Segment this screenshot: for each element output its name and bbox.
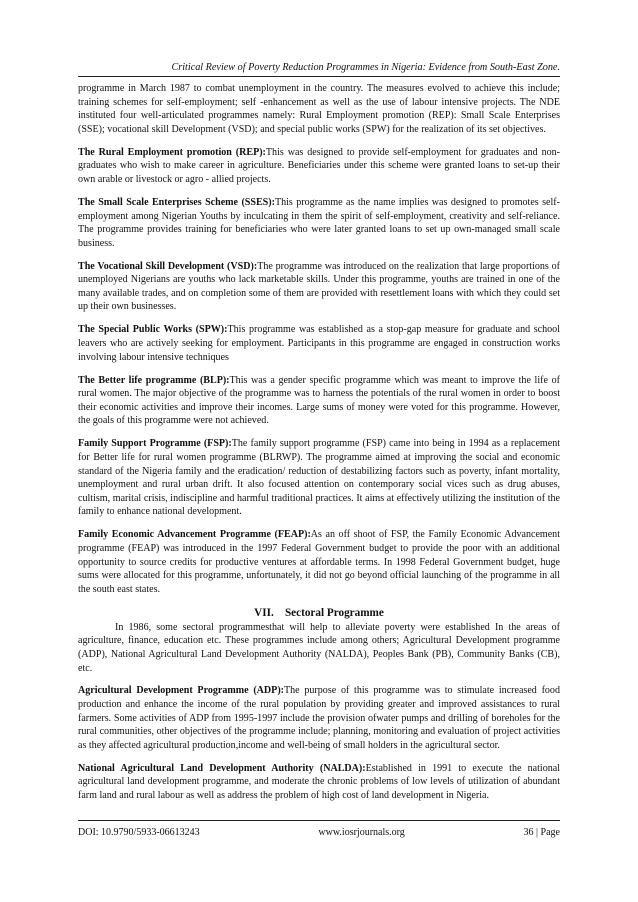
spw-text: This programme was established as a stop-gap measure for graduate and school leavers who are actively seeking for employment. Participants in this programme are engaged in construction works involving labour intensive techniques — [78, 324, 560, 363]
nalda-paragraph — [78, 762, 560, 803]
sses-paragraph — [78, 196, 560, 250]
blp-text: This was a gender specific programme which was meant to improve the life of rural women. The major objective of the programme was to harness the potentials of the rural women in order to boost their economic activities and improve their incomes. Large sums of money were voted for this programme. However, the goals of this programme were not achieved. — [78, 374, 560, 427]
footer-website: www.iosrjournals.org — [318, 827, 405, 838]
vsd-paragraph — [78, 260, 560, 314]
spw-paragraph — [78, 323, 560, 364]
page-body — [78, 82, 560, 812]
footer-divider — [78, 820, 560, 821]
feap-title: Family Economic Advancement Programme (FEAP): — [78, 529, 311, 541]
vsd-text: The programme was introduced on the realization that large proportions of unemployed Nigerians are youths who lack marketable skills. Under this programme, youths are trained in one of the many available trades, and on completion some of them are provided with resettlement loans with which they could set up their own businesses. — [78, 260, 560, 313]
rep-text: This was designed to provide self-employment for graduates and non-graduates who wish to make career in agriculture. Beneficiaries under this scheme were granted loans to set-up their own arable or livestock or agro - allied projects. — [78, 146, 560, 185]
footer-doi: DOI: 10.9790/5933-06613243 — [78, 827, 200, 838]
adp-text: The purpose of this programme was to stimulate increased food production and enhance the income of the rural population by providing greater and improved assistances to rural farmers. Some activities of ADP from 1995-1997 include the provision ofwater pumps and drilling of boreholes for the rural communities, other objectives of the programme include; planning, monitoring and evaluation of project activities as they affected agricultural production,income and well-being of small holders in the agricultural sector. — [78, 685, 560, 751]
sses-title: The Small Scale Enterprises Scheme (SSES): — [78, 196, 275, 208]
fsp-title: Family Support Programme (FSP): — [78, 438, 232, 450]
nalda-text: Established in 1991 to execute the national agricultural land development programme, and moderate the chronic problems of low levels of utilization of abundant farm land and rural labour as well as address the problem of high cost of land development in Nigeria. — [78, 762, 560, 802]
adp-paragraph — [78, 684, 560, 752]
section-heading — [78, 606, 560, 620]
rep-title: The Rural Employment promotion (REP): — [78, 146, 266, 158]
section-number: VII. — [254, 606, 274, 619]
page-footer — [78, 826, 560, 839]
blp-paragraph — [78, 374, 560, 428]
vsd-title: The Vocational Skill Development (VSD): — [78, 260, 258, 272]
nalda-title: National Agricultural Land Development Authority (NALDA): — [78, 762, 366, 774]
feap-text: As an off shoot of FSP, the Family Economic Advancement programme (FEAP) was introduced in the 1997 Federal Government budget to provide the poor with an additional opportunity to source credits for productive ventures at affordable terms. In 1998 Federal Government budget, huge sums were allocated for this programme, unfortunately, it did not go beyond official launching of the programme in all the south east states. — [78, 529, 560, 595]
rep-paragraph — [78, 146, 560, 187]
fsp-text: The family support programme (FSP) came into being in 1994 as a replacement for Better life for rural women programme (BLRWP). The programme aimed at improving the social and economic standard of the Nigeria family and the eradication/ reduction of destabilizing factors such as poverty, infant mortality, unemployment and rural urban drift. It also focused attention on contemporary social vices such as drug abuses, cultism, marital crisis, indiscipline and harmful traditional practices. It aims at effectively utilizing the institution of the family to enhance national development. — [78, 438, 561, 518]
fsp-paragraph — [78, 437, 560, 519]
footer-page-number: 36 | Page — [523, 827, 560, 838]
sses-text: This programme as the name implies was designed to promotes self-employment among Nigerian Youths by inculcating in them the spirit of self-employment, creativity and self-reliance. The programme provides training for beneficiaries who were later granted loans to set up own-managed small scale business. — [78, 196, 560, 249]
spw-title: The Special Public Works (SPW): — [78, 324, 228, 336]
header-divider — [78, 76, 560, 77]
running-header: Critical Review of Poverty Reduction Programmes in Nigeria: Evidence from South-East Zone. — [171, 62, 560, 73]
adp-title: Agricultural Development Programme (ADP): — [78, 685, 285, 697]
blp-title: The Better life programme (BLP): — [78, 374, 230, 386]
feap-paragraph — [78, 528, 560, 596]
section-title: Sectoral Programme — [284, 606, 384, 619]
intro-paragraph: programme in March 1987 to combat unemployment in the country. The measures evolved to achieve this include; training schemes for self-employment; self -enhancement as well as the use of labour intensive projects. The NDE instituted four well-articulated programmes namely: Rural Employment promotion (REP): Small Scale Enterprises (SSE); vocational skill Development (VSD); and special public works (SPW) for the realization of its set objectives. — [78, 83, 560, 135]
section-paragraph: In 1986, some sectoral programmesthat will help to alleviate poverty were established In the areas of agriculture, finance, education etc. These programmes include among others; Agricultural Development programme (ADP), National Agricultural Land Development Authority (NALDA), Peoples Bank (PB), Community Banks (CB), etc. — [78, 621, 560, 674]
